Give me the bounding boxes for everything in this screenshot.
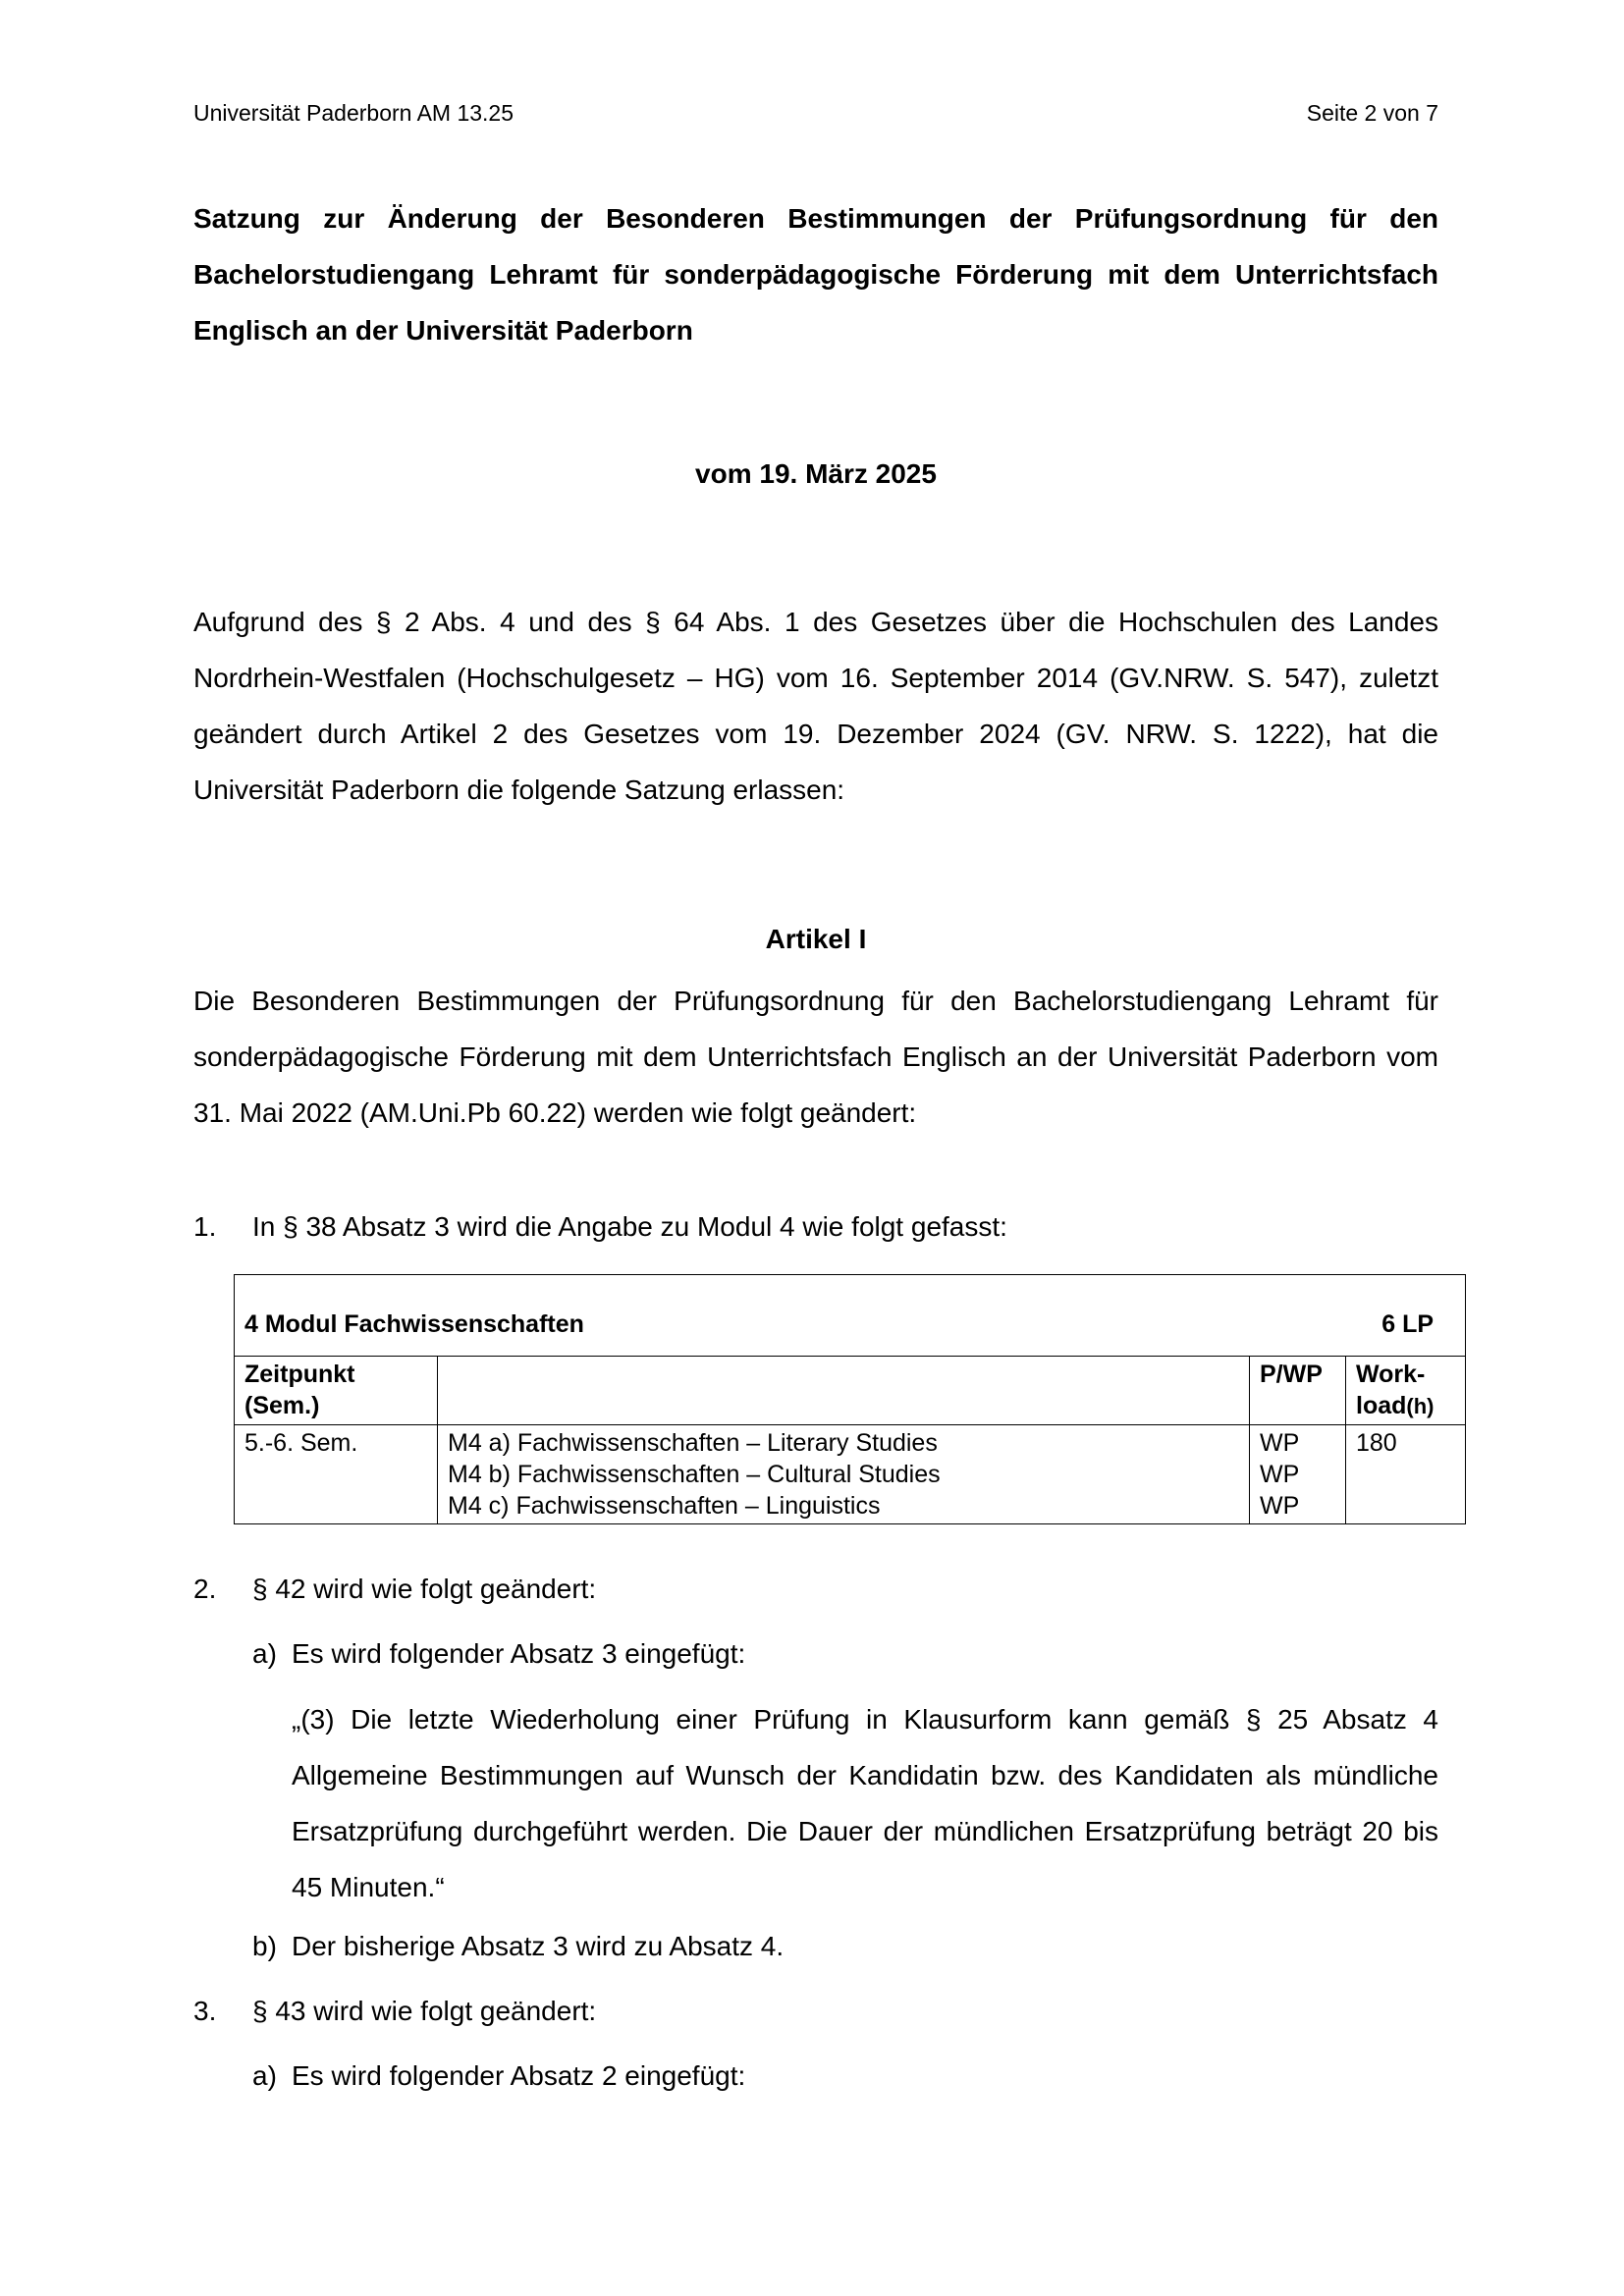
document-title: Satzung zur Änderung der Besonderen Bestimmungen der Prüfungsordnung für den Bachelorstudiengang Lehramt für sonderpädagogische Förderung mit dem Unterrichtsfach Englisch an der Universität Paderborn (193, 203, 1438, 346)
header-page-number: Seite 2 von 7 (1306, 100, 1438, 126)
list-item-text: § 42 wird wie folgt geändert: (252, 1574, 597, 1604)
header-workload-line2: load (1356, 1392, 1407, 1419)
row-time: 5.-6. Sem. (244, 1429, 358, 1457)
page-header (193, 98, 1438, 128)
header-pwp: P/WP (1260, 1361, 1323, 1388)
sub-item (193, 1929, 1438, 1964)
sub-item-label: a) (252, 1638, 277, 1669)
row-pwp: WP (1260, 1492, 1300, 1520)
article-body: Die Besonderen Bestimmungen der Prüfungsordnung für den Bachelorstudiengang Lehramt für sonderpädagogische Förderung mit dem Unterrichtsfach Englisch an der Universität Paderborn vom 31. Mai 2022 (AM.Uni.Pb 60.22) werden wie folgt geändert: (193, 986, 1438, 1128)
table-row (235, 1425, 1466, 1524)
sub-item-text: Es wird folgender Absatz 3 eingefügt: (292, 1638, 746, 1669)
header-cell-time (235, 1357, 438, 1425)
cell-time (235, 1425, 438, 1524)
header-time-line2: (Sem.) (244, 1392, 320, 1419)
header-workload-unit: (h) (1406, 1394, 1435, 1418)
sub-item-label: b) (252, 1931, 277, 1961)
header-cell-empty (438, 1357, 1250, 1425)
list-item-number: 1. (193, 1211, 217, 1242)
table-row (235, 1357, 1466, 1425)
module-title: 4 Modul Fachwissenschaften (244, 1310, 584, 1338)
sub-item-text: Der bisherige Absatz 3 wird zu Absatz 4. (292, 1931, 785, 1961)
list-item-text: In § 38 Absatz 3 wird die Angabe zu Modul 4 wie folgt gefasst: (252, 1211, 1007, 1242)
table-row (235, 1275, 1466, 1357)
header-workload-line1: Work- (1356, 1361, 1426, 1388)
row-module: M4 b) Fachwissenschaften – Cultural Studies (448, 1461, 941, 1488)
list-item-number: 2. (193, 1574, 217, 1604)
document-content (193, 190, 1438, 2094)
preamble-paragraph: Aufgrund des § 2 Abs. 4 und des § 64 Abs. 1 des Gesetzes über die Hochschulen des Landes Nordrhein-Westfalen (Hochschulgesetz – HG) vom 16. September 2014 (GV.NRW. S. 547), zuletzt geändert durch Artikel 2 des Gesetzes vom 19. Dezember 2024 (GV. NRW. S. 1222), hat die Universität Paderborn die folgende Satzung erlassen: (193, 607, 1438, 805)
header-cell-pwp (1250, 1357, 1346, 1425)
list-item-text: § 43 wird wie folgt geändert: (252, 1996, 597, 2026)
inserted-paragraph-quote: „(3) Die letzte Wiederholung einer Prüfung in Klausurform kann gemäß § 25 Absatz 4 Allgemeine Bestimmungen auf Wunsch der Kandidatin bzw. des Kandidaten als mündliche Ersatzprüfung durchgeführt werden. Die Dauer der mündlichen Ersatzprüfung beträgt 20 bis 45 Minuten.“ (292, 1704, 1438, 1902)
sub-item-label: a) (252, 2060, 277, 2091)
sub-item-text: Es wird folgender Absatz 2 eingefügt: (292, 2060, 746, 2091)
module-lp: 6 LP (1381, 1310, 1435, 1338)
article-heading: Artikel I (765, 924, 867, 954)
row-pwp: WP (1260, 1461, 1300, 1488)
row-module: M4 c) Fachwissenschaften – Linguistics (448, 1492, 881, 1520)
row-module: M4 a) Fachwissenschaften – Literary Studies (448, 1429, 938, 1457)
list-item (193, 1572, 1438, 1607)
header-publication: Universität Paderborn AM 13.25 (193, 100, 514, 126)
cell-workload (1346, 1425, 1466, 1524)
list-item-number: 3. (193, 1996, 217, 2026)
cell-modules (438, 1425, 1250, 1524)
list-item (193, 1209, 1438, 1245)
row-workload: 180 (1356, 1429, 1397, 1457)
module-title-cell (235, 1275, 1466, 1357)
header-cell-workload (1346, 1357, 1466, 1425)
sub-item (193, 1636, 1438, 1672)
header-time-line1: Zeitpunkt (244, 1361, 355, 1388)
row-pwp: WP (1260, 1429, 1300, 1457)
list-item (193, 1994, 1438, 2029)
sub-item (193, 2058, 1438, 2094)
cell-pwp (1250, 1425, 1346, 1524)
document-date: vom 19. März 2025 (695, 458, 937, 489)
module-table (234, 1274, 1466, 1524)
